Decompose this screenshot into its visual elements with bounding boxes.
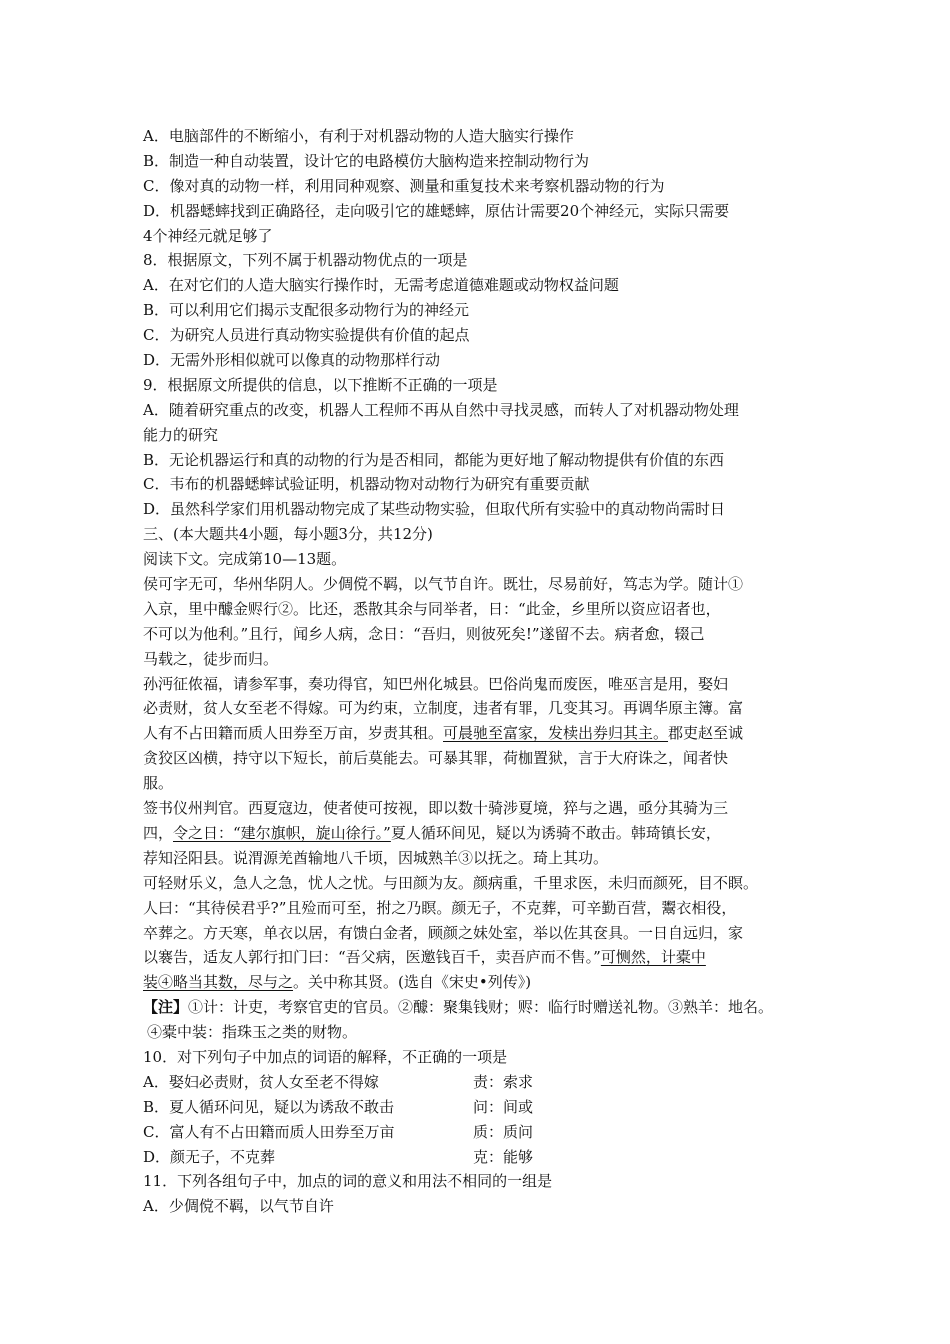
underlined-sentence: 可晨驰至富家，发椟出券归其主。 [443,724,669,743]
passage-p3-line [143,821,843,846]
q10-option-sentence: D．颜无子，不克葬 [143,1147,276,1166]
q9-option-a-cont: 能力的研究 [143,425,219,444]
underlined-sentence: 装④略当其数，尽与之 [143,973,294,992]
notes-label: 【注】 [143,998,189,1017]
passage-text: 郡吏赵至诚 [668,724,744,743]
passage-p2-line: 贪狡区凶横，持守以下短长，前后莫能去。可暴其罪，荷枷置狱，言于大府诛之，闻者快 [143,749,729,768]
passage-text: 夏人循环间见，疑以为诱骑不敢击。韩琦镇长安， [390,823,721,842]
passage-p4-line [143,970,843,995]
q10-option-explanation: 克：能够 [473,1147,534,1166]
passage-p4-line: 卒葬之。方天寒，单衣以居，有馈白金者，顾颜之妹处室，举以佐其奁具。一日自远归，家 [143,923,744,942]
section3-heading: 三、(本大题共4小题，每小题3分，共12分) [143,525,433,544]
q7-option-a: A．电脑部件的不断缩小，有利于对机器动物的人造大脑实行操作 [143,127,574,145]
q9-option-b: B．无论机器运行和真的动物的行为是否相同，都能为更好地了解动物提供有价值的东西 [143,450,725,469]
passage-p4-line [143,945,843,970]
q10-option-sentence: C．富人有不占田籍而质人田券至万亩 [143,1122,395,1141]
q10-option-explanation: 责：索求 [473,1072,534,1091]
q11-option-a: A．少倜傥不羁，以气节自许 [143,1197,334,1216]
underlined-sentence: 可恻然，计橐中 [600,948,706,967]
section3-intro: 阅读下文。完成第10—13题。 [143,550,347,569]
notes-line: ④橐中装：指珠玉之类的财物。 [147,1023,358,1042]
passage-p3-line: 荐知泾阳县。说渭源羌酋输地八千顷，因城熟羊③以抚之。琦上其功。 [143,848,609,867]
underlined-sentence: 令之日：“建尔旗帜，旋山徐行。” [173,823,391,842]
q10-option-explanation: 问：间或 [473,1097,534,1116]
q9-option-a: A．随着研究重点的改变，机器人工程师不再从自然中寻找灵感，而转人了对机器动物处理 [143,400,739,419]
passage-p1-line: 马载之，徒步而归。 [143,649,279,668]
q8-stem: 8．根据原文，下列不属于机器动物优点的一项是 [143,251,468,270]
q10-option-sentence: A．娶妇必责财，贫人女至老不得嫁 [143,1072,379,1091]
notes-line [143,995,843,1020]
passage-p2-line: 孙沔征侬福，请参军事，奏功得官，知巴州化城县。巴俗尚鬼而废医，唯巫言是用，娶妇 [143,674,729,693]
passage-p2-line: 服。 [143,774,174,793]
passage-text: 以褰告，适友人郭行扣门曰：“吾父病，医邀钱百千，卖吾庐而不售。” [143,948,601,967]
q7-option-d-cont: 4个神经元就足够了 [143,226,273,245]
q10-option-sentence: B．夏人循环问见，疑以为诱敌不敢击 [143,1097,395,1116]
q9-option-d: D．虽然科学家们用机器动物完成了某些动物实验，但取代所有实验中的真动物尚需时日 [143,500,726,519]
q7-option-d: D．机器蟋蟀找到正确路径，走向吸引它的雄蟋蟀，原估计需要20个神经元，实际只需要 [143,201,730,220]
passage-text: 人有不占田籍而质人田券至万亩，岁责其租。 [143,724,444,743]
q10-stem: 10．对下列句子中加点的词语的解释，不正确的一项是 [143,1047,508,1066]
passage-p4-line: 可轻财乐义，急人之急，忧人之忧。与田颜为友。颜病重，千里求医，未归而颜死，目不瞑。 [143,873,759,892]
passage-p1-line: 不可以为他利。”且行，闻乡人病，念日：“吾归，则彼死矣!”遂留不去。病者愈，辍己 [143,624,705,643]
q9-stem: 9．根据原文所提供的信息，以下推断不正确的一项是 [143,375,498,394]
q8-option-c: C．为研究人员进行真动物实验提供有价值的起点 [143,326,470,345]
passage-p2-line [143,721,843,746]
q7-option-c: C．像对真的动物一样，利用同种观察、测量和重复技术来考察机器动物的行为 [143,176,665,195]
q8-option-d: D．无需外形相似就可以像真的动物那样行动 [143,351,441,370]
q10-option-a [143,1070,843,1095]
q10-option-c [143,1120,843,1145]
passage-text: 四， [143,823,174,842]
q10-option-explanation: 质：质问 [473,1122,534,1141]
q11-stem: 11．下列各组句子中，加点的词的意义和用法不相同的一组是 [143,1172,553,1191]
q7-option-b: B．制造一种自动装置，设计它的电路模仿大脑构造来控制动物行为 [143,151,590,170]
q10-option-d [143,1145,843,1170]
passage-text: 。关中称其贤。(选自《宋史•列传》) [293,973,532,992]
q8-option-b: B．可以利用它们揭示支配很多动物行为的神经元 [143,301,470,320]
q8-option-a: A．在对它们的人造大脑实行操作时，无需考虑道德难题或动物权益问题 [143,276,619,295]
passage-p1-line: 侯可字无可，华州华阴人。少倜傥不羁，以气节自许。既壮，尽易前好，笃志为学。随计① [143,575,744,594]
q10-option-b [143,1095,843,1120]
passage-p2-line: 必责财，贫人女至老不得嫁。可为约束，立制度，违者有罪，几变其习。再调华原主簿。富 [143,699,744,718]
exam-page [143,124,843,1219]
q9-option-c: C．韦布的机器蟋蟀试验证明，机器动物对动物行为研究有重要贡献 [143,475,590,494]
passage-p1-line: 入京，里中醵金赆行②。比还，悉散其余与同举者，日：“此金，乡里所以资应诏者也， [143,599,721,618]
notes-text: ①计：计吏，考察官吏的官员。②醵：聚集钱财；赆：临行时赠送礼物。③熟羊：地名。 [188,998,774,1017]
passage-p3-line: 签书仪州判官。西夏寇边，使者使可按视，即以数十骑涉夏境，猝与之遇，亟分其骑为三 [143,799,729,818]
passage-p4-line: 人曰：“其待侯君乎?”且殓而可至，拊之乃瞑。颜无子，不克葬，可辛勤百营，鬻衣相役， [143,898,737,917]
